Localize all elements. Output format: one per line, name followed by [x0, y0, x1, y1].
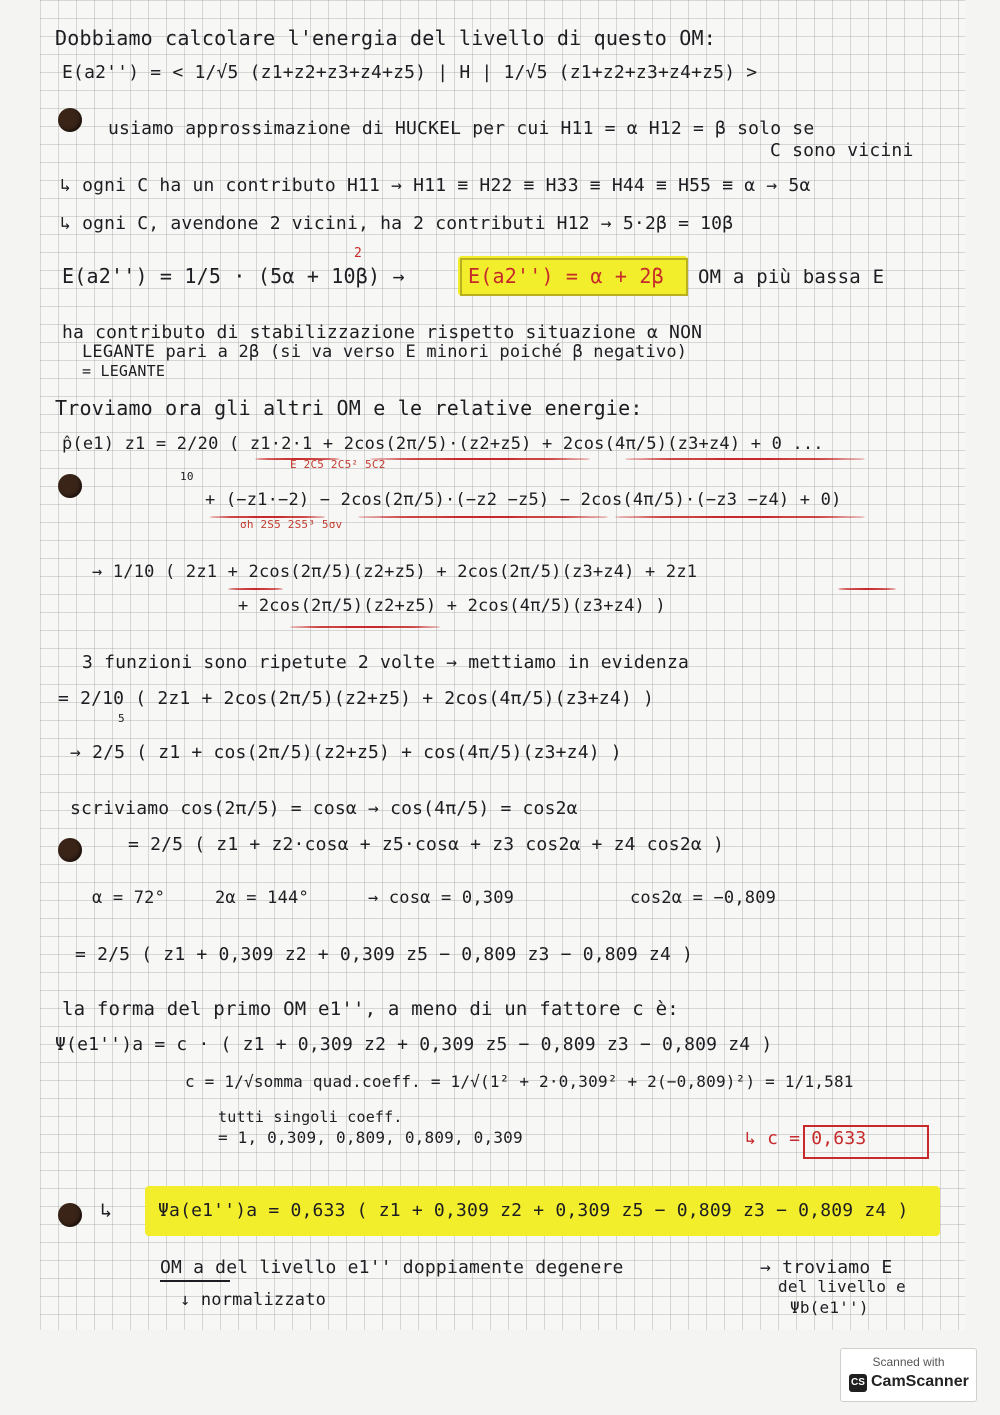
line-projection-1-labels: E 2C5 2C5² 5C2: [290, 458, 386, 471]
binder-hole-2: [58, 474, 82, 498]
camscanner-badge: [840, 1348, 977, 1402]
line-projection-2: + (−z1·−2) − 2cos(2π/5)·(−z2 −z5) − 2cos(4π/5)·(−z3 −z4) + 0): [205, 490, 842, 510]
line-non-legante: LEGANTE pari a 2β (si va verso E minori poiché β negativo): [82, 342, 688, 362]
binder-hole-1: [58, 108, 82, 132]
line-h11: ↳ ogni C ha un contributo H11 → H11 ≡ H22 ≡ H33 ≡ H44 ≡ H55 ≡ α → 5α: [60, 175, 811, 196]
line-psi-c: Ψ(e1'')a = c · ( z1 + 0,309 z2 + 0,309 z5 − 0,809 z3 − 0,809 z4 ): [55, 1034, 773, 1055]
line-other-om: Troviamo ora gli altri OM e le relative energie:: [55, 396, 643, 420]
line-level: del livello e: [778, 1277, 906, 1296]
line-stabilization: ha contributo di stabilizzazione rispetto situazione α NON: [62, 322, 703, 343]
line-legante: = LEGANTE: [82, 362, 166, 380]
underline-2s53: [615, 516, 865, 518]
line-intro: Dobbiamo calcolare l'energia del livello di questo OM:: [55, 26, 717, 50]
underline-e: [255, 458, 340, 460]
underline-2z1: [228, 588, 283, 590]
line-numeric-form: = 2/5 ( z1 + 0,309 z2 + 0,309 z5 − 0,809 z3 − 0,809 z4 ): [75, 944, 694, 965]
energy-result: E(a2'') = α + 2β: [468, 264, 664, 288]
line-coeff-values: = 1, 0,309, 0,809, 0,809, 0,309: [218, 1128, 523, 1147]
badge-scanned-with: Scanned with: [872, 1355, 945, 1369]
line-projection-1-sub: 10: [180, 470, 194, 483]
line-coeff-note: tutti singoli coeff.: [218, 1108, 403, 1126]
line-cos-2alpha: cos2α = −0,809: [630, 888, 777, 908]
line-degenerate: OM a del livello e1'' doppiamente degenere: [160, 1257, 624, 1278]
line-huckel-cont: C sono vicini: [770, 140, 914, 161]
camscanner-logo-icon: CS: [849, 1374, 867, 1392]
underline-2s5: [358, 516, 608, 518]
line-projection-2-labels: σh 2S5 2S5³ 5σv: [240, 518, 343, 531]
line-energy-sup: 2: [354, 246, 363, 261]
line-lowest-om: OM a più bassa E: [698, 266, 885, 288]
underline-2c5: [370, 458, 590, 460]
underline-2c52: [625, 458, 865, 460]
binder-hole-3: [58, 838, 82, 862]
line-repeated: 3 funzioni sono ripetute 2 volte → mettiamo in evidenza: [82, 652, 690, 673]
line-normalized: ↓ normalizzato: [180, 1290, 327, 1310]
underline-om-a: [160, 1280, 230, 1282]
binder-hole-4: [58, 1203, 82, 1227]
line-projection-1: p̂(e1) z1 = 2/20 ( z1·2·1 + 2cos(2π/5)·(z2+z5) + 2cos(4π/5)(z3+z4) + 0 ...: [62, 434, 824, 454]
line-h12: ↳ ogni C, avendone 2 vicini, ha 2 contributi H12 → 5·2β = 10β: [60, 213, 734, 234]
line-psi-b: Ψb(e1''): [790, 1298, 869, 1317]
line-simplified-2: + 2cos(2π/5)(z2+z5) + 2cos(4π/5)(z3+z4) ): [238, 596, 666, 616]
line-final-arrow: ↳: [100, 1198, 113, 1222]
line-simplified-1: → 1/10 ( 2z1 + 2cos(2π/5)(z2+z5) + 2cos(2π/5)(z3+z4) + 2z1: [92, 562, 698, 582]
line-alpha: α = 72°: [92, 888, 166, 908]
underline-sh: [210, 516, 325, 518]
line-cos-form: = 2/5 ( z1 + z2·cosα + z5·cosα + z3 cos2α + z4 cos2α ): [128, 834, 724, 855]
line-energy-expression: E(a2'') = < 1/√5 (z1+z2+z3+z4+z5) | H | 1/√5 (z1+z2+z3+z4+z5) >: [62, 62, 758, 83]
line-substitution: scriviamo cos(2π/5) = cosα → cos(4π/5) = cos2α: [70, 798, 578, 819]
line-factored-sub: 5: [118, 712, 125, 725]
line-find-energy: → troviamo E: [760, 1257, 893, 1278]
badge-brand: CamScanner: [871, 1373, 969, 1390]
c-value-result: ↳ c = 0,633: [745, 1128, 867, 1149]
line-2alpha: 2α = 144°: [215, 888, 309, 908]
line-huckel: usiamo approssimazione di HUCKEL per cui H11 = α H12 = β solo se: [108, 118, 815, 139]
line-reduced: → 2/5 ( z1 + cos(2π/5)(z2+z5) + cos(4π/5)(z3+z4) ): [70, 742, 622, 763]
underline-2z1b: [838, 588, 896, 590]
underline-2cos: [290, 626, 440, 628]
line-cos-alpha: → cosα = 0,309: [368, 888, 515, 908]
final-wavefunction: Ψa(e1'')a = 0,633 ( z1 + 0,309 z2 + 0,309 z5 − 0,809 z3 − 0,809 z4 ): [158, 1200, 909, 1221]
line-energy-calc: E(a2'') = 1/5 · (5α + 10β) →: [62, 264, 405, 288]
line-first-om: la forma del primo OM e1'', a meno di un fattore c è:: [62, 998, 679, 1020]
line-factored: = 2/10 ( 2z1 + 2cos(2π/5)(z2+z5) + 2cos(4π/5)(z3+z4) ): [58, 688, 654, 709]
line-c-normalization: c = 1/√somma quad.coeff. = 1/√(1² + 2·0,309² + 2(−0,809)²) = 1/1,581: [185, 1072, 854, 1091]
